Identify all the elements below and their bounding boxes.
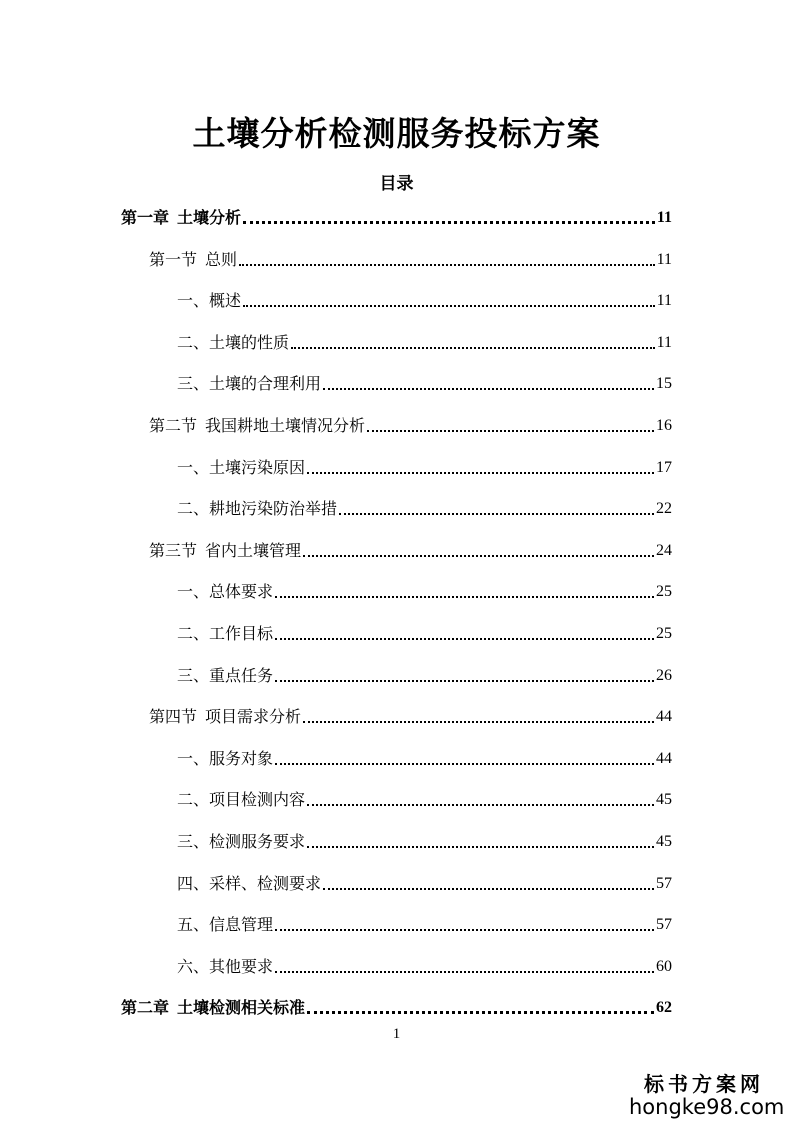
toc-dot-leader [275, 959, 654, 973]
toc-dot-leader [275, 626, 654, 640]
toc-entry-page: 17 [656, 458, 672, 476]
toc-entry-label: 三、检测服务要求 [177, 832, 306, 851]
toc-entry[interactable] [149, 244, 672, 270]
toc-entry-label: 土壤分析 [177, 208, 242, 227]
toc-entry-label: 三、重点任务 [177, 665, 274, 685]
toc-entry[interactable] [177, 826, 672, 852]
toc-dot-leader [275, 917, 654, 931]
toc-entry[interactable] [177, 285, 672, 311]
toc-entry-label: 项目需求分析 [205, 707, 302, 727]
toc-dot-leader [275, 668, 654, 682]
toc-entry-label: 一、总体要求 [177, 582, 274, 602]
toc-entry-label: 二、项目检测内容 [177, 790, 306, 810]
toc-entry[interactable] [177, 909, 672, 935]
toc-entry[interactable] [177, 660, 672, 686]
toc-entry[interactable] [149, 410, 672, 436]
page-number: 1 [392, 1026, 401, 1042]
toc-entry-label: 一、土壤污染原因 [177, 457, 306, 477]
toc-entry[interactable] [177, 951, 672, 977]
toc-entry-number: 第二章 [121, 998, 170, 1018]
toc-dot-leader [323, 376, 654, 390]
toc-entry-page: 44 [656, 749, 672, 767]
toc-entry-page: 57 [656, 916, 672, 934]
toc-entry[interactable] [121, 992, 672, 1018]
toc-dot-leader [243, 209, 655, 224]
toc-entry[interactable] [149, 701, 672, 727]
toc-entry-page: 25 [656, 625, 672, 642]
toc-dot-leader [307, 999, 654, 1014]
toc-entry[interactable] [177, 743, 672, 769]
toc-entry-page: 11 [656, 333, 672, 351]
toc-dot-leader [303, 543, 654, 557]
toc-entry-label: 五、信息管理 [177, 915, 274, 935]
toc-dot-leader [323, 876, 654, 890]
toc-entry[interactable] [177, 868, 672, 894]
watermark-site-name: 标书方案网 [644, 1072, 764, 1096]
toc-entry-label: 二、工作目标 [177, 624, 274, 643]
toc-entry-page: 16 [656, 417, 672, 434]
toc-entry-page: 57 [656, 874, 672, 892]
toc-entry-label: 二、耕地污染防治举措 [177, 499, 338, 519]
toc-entry[interactable] [121, 202, 672, 228]
toc-entry-label: 三、土壤的合理利用 [177, 374, 322, 394]
toc-heading: 目录 [379, 174, 414, 194]
toc-entry-page: 15 [656, 375, 672, 393]
toc-dot-leader [307, 834, 654, 848]
watermark-url: hongke98.com [629, 1095, 785, 1119]
toc-entry[interactable] [177, 493, 672, 519]
toc-entry-page: 44 [656, 708, 672, 726]
toc-entry[interactable] [149, 535, 672, 561]
toc-entry-number: 第四节 [149, 707, 198, 727]
toc-dot-leader [275, 751, 654, 765]
toc-dot-leader [307, 460, 654, 474]
toc-entry-page: 24 [656, 541, 672, 559]
toc-entry[interactable] [177, 368, 672, 394]
toc-entry-page: 45 [656, 791, 672, 809]
toc-dot-leader [239, 252, 655, 266]
toc-entry-number: 第一节 [149, 249, 198, 269]
toc-entry[interactable] [177, 618, 672, 644]
toc-dot-leader [303, 709, 654, 723]
toc-entry[interactable] [177, 327, 672, 353]
toc-entry-page: 62 [656, 999, 672, 1017]
toc-entry-label: 一、服务对象 [177, 748, 274, 768]
toc-dot-leader [291, 335, 655, 349]
toc-entry-page: 11 [656, 292, 672, 310]
toc-entry-page: 60 [656, 957, 672, 975]
toc-entry-label: 四、采样、检测要求 [177, 873, 322, 893]
toc-dot-leader [243, 293, 655, 307]
toc-entry-label: 一、概述 [177, 291, 242, 311]
toc-entry-page: 45 [656, 833, 672, 850]
toc-entry-label: 省内土壤管理 [205, 540, 302, 560]
toc-entry-label: 二、土壤的性质 [177, 332, 290, 352]
toc-dot-leader [339, 501, 654, 515]
toc-dot-leader [275, 584, 654, 598]
toc-dot-leader [307, 792, 654, 806]
toc-entry-number: 第一章 [121, 208, 170, 227]
toc-entry-page: 11 [656, 209, 672, 226]
watermark [629, 1068, 785, 1119]
toc-entry-page: 22 [656, 500, 672, 518]
toc-entry-label: 总则 [205, 249, 238, 269]
toc-entry-label: 六、其他要求 [177, 956, 274, 976]
toc-entry-page: 26 [656, 666, 672, 684]
toc-entry-label: 我国耕地土壤情况分析 [205, 416, 366, 435]
toc-entry-page: 25 [656, 583, 672, 601]
toc-entry[interactable] [177, 784, 672, 810]
toc-dot-leader [367, 418, 654, 432]
toc-entry-label: 土壤检测相关标准 [177, 998, 306, 1018]
toc-entry-page: 11 [656, 250, 672, 268]
toc-entry[interactable] [177, 576, 672, 602]
toc-entry[interactable] [177, 452, 672, 478]
toc-entry-number: 第三节 [149, 540, 198, 560]
document-title: 土壤分析检测服务投标方案 [192, 114, 601, 153]
toc-entry-number: 第二节 [149, 416, 198, 435]
